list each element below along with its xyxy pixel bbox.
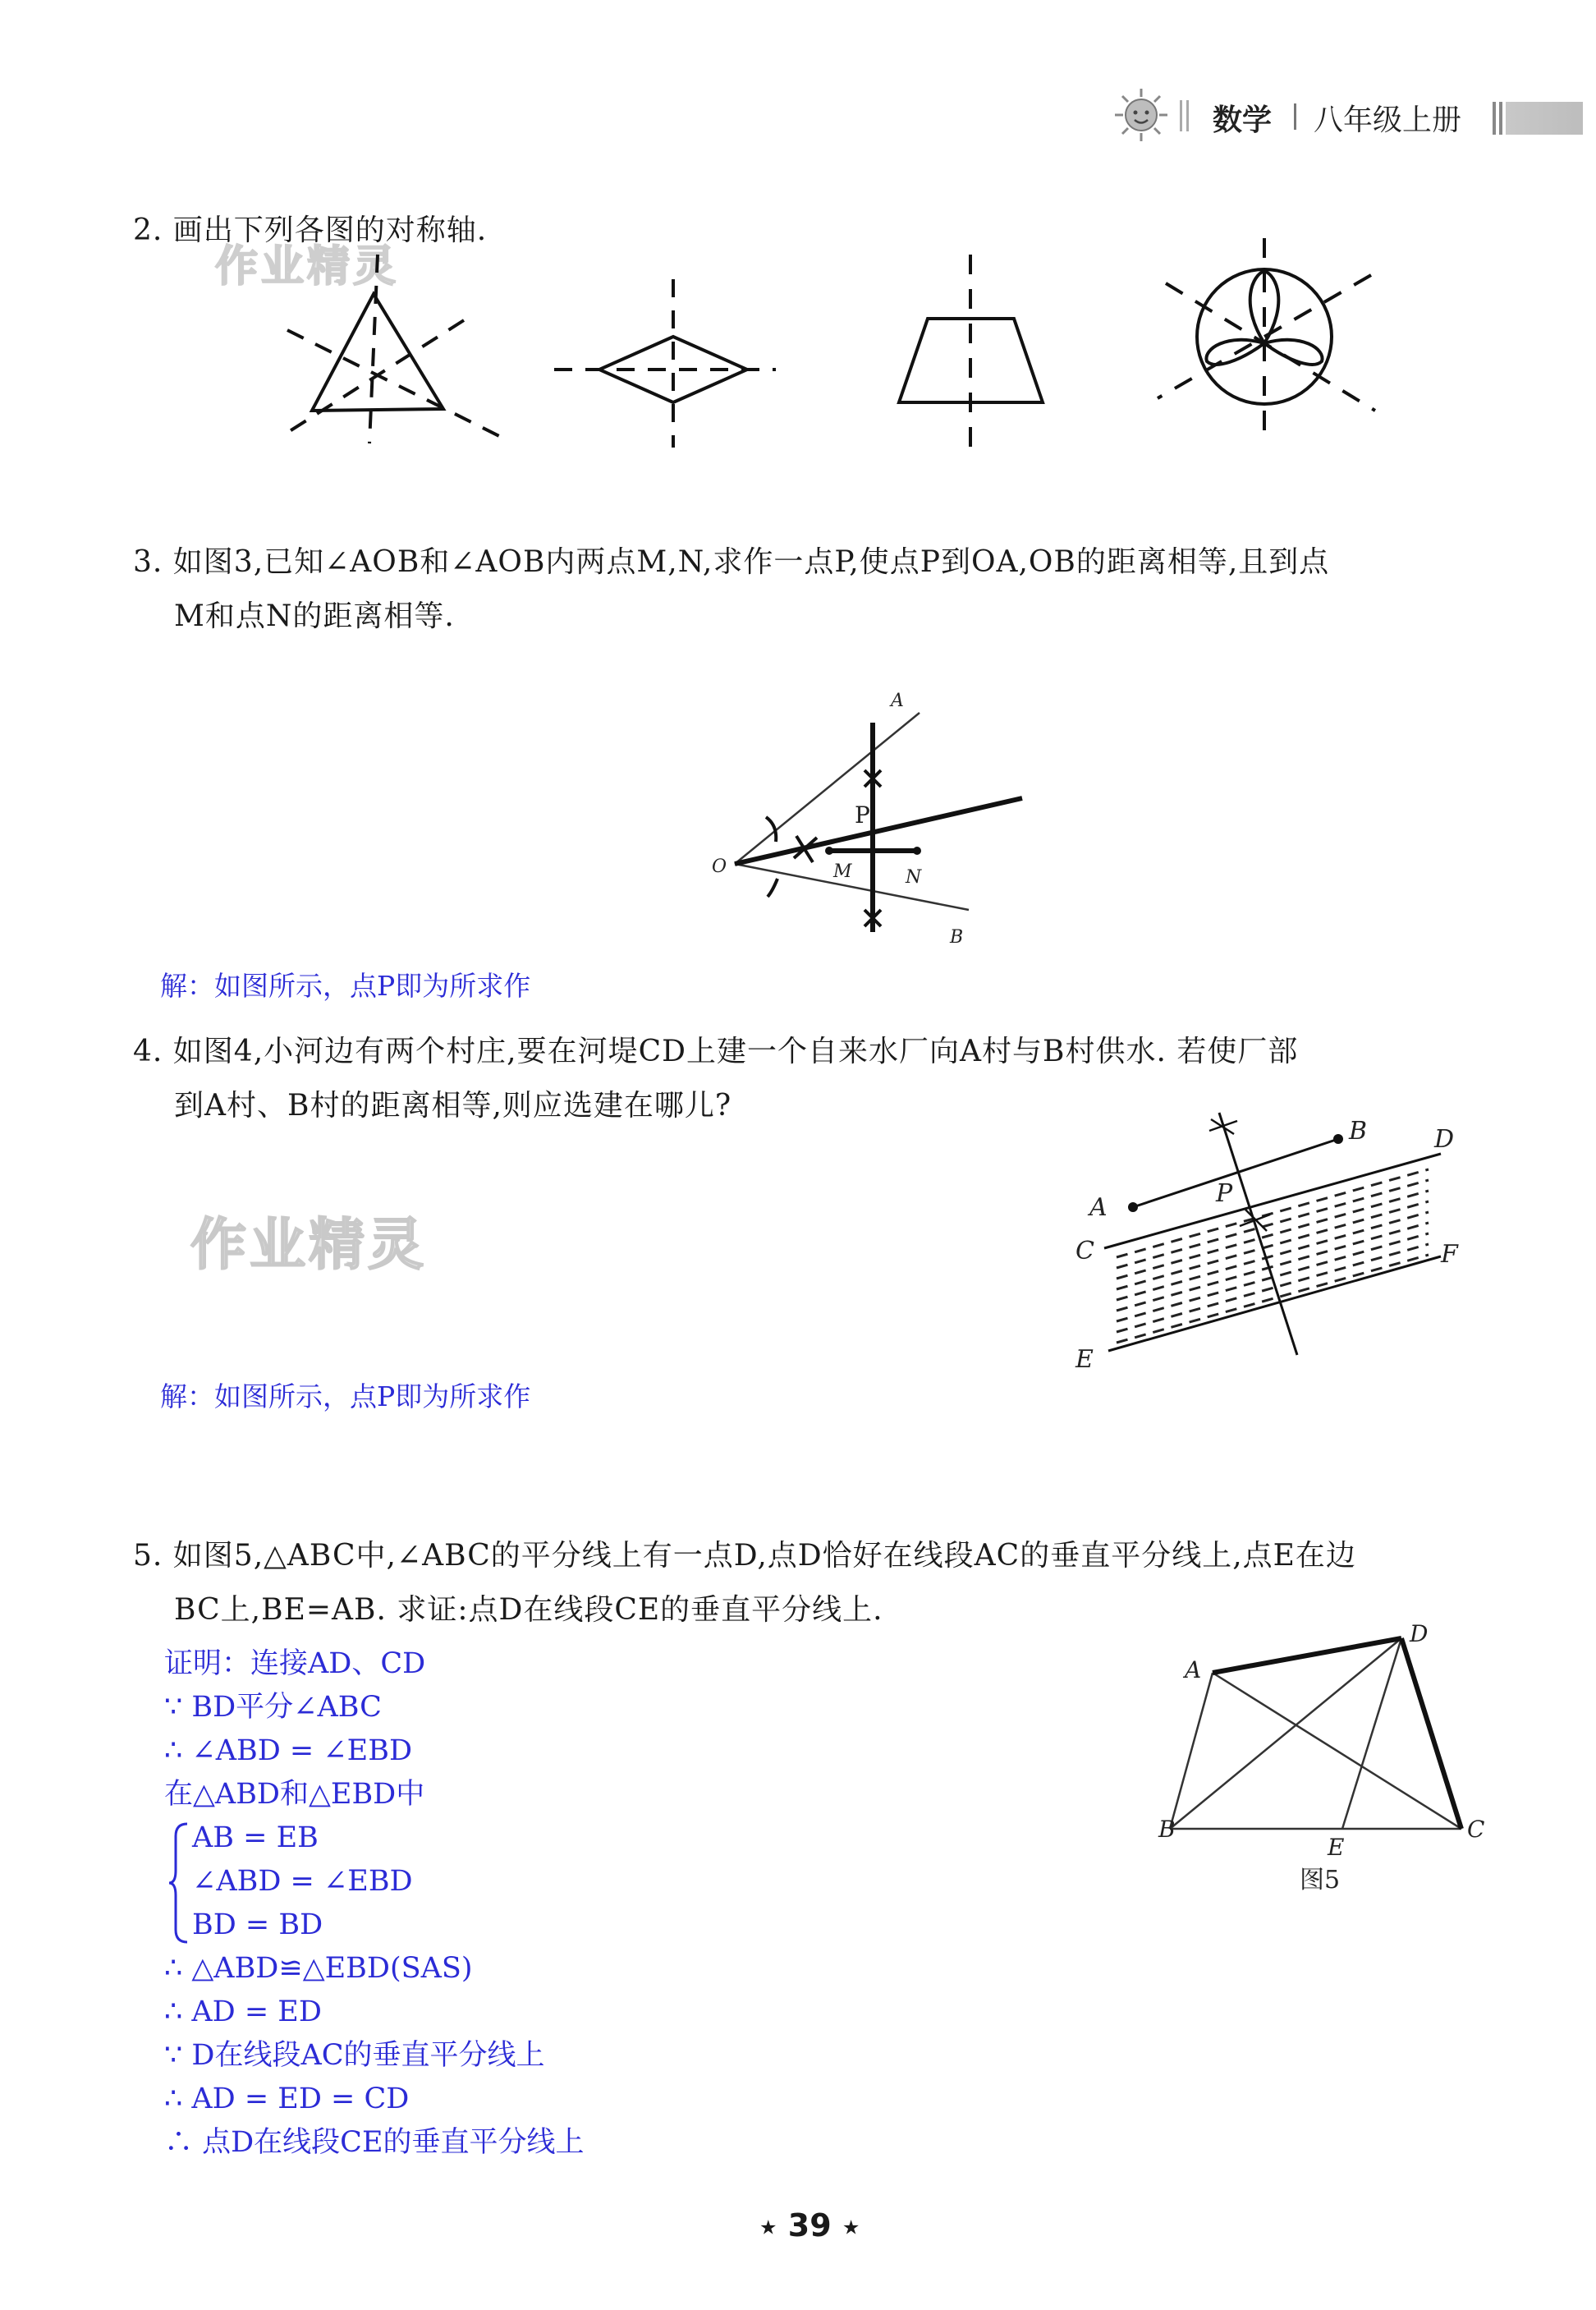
q4-text-line1: 4. 如图4,小河边有两个村庄,要在河堤CD上建一个自来水厂向A村与B村供水. 若使厂部 xyxy=(133,1035,1299,1068)
q2-text: 2. 画出下列各图的对称轴. xyxy=(133,214,488,247)
proof-line: ∴ ∠ABD = ∠EBD xyxy=(164,1734,413,1767)
q4-label-f: F xyxy=(1441,1240,1458,1269)
q4-text-line2: 到A村、B村的距离相等,则应选建在哪儿? xyxy=(174,1089,732,1123)
rhombus-figure xyxy=(554,279,776,448)
q3-label-p: P xyxy=(855,801,870,829)
q5-figure xyxy=(1145,1614,1507,1909)
header-divider xyxy=(1294,103,1296,130)
q3-label-n: N xyxy=(906,867,922,888)
q5-label-a: A xyxy=(1185,1656,1202,1683)
q5-label-c: C xyxy=(1467,1816,1485,1843)
q3-solution: 解：如图所示，点P即为所求作 xyxy=(160,970,531,1002)
q3-figure xyxy=(694,682,1039,961)
q4-label-d: D xyxy=(1434,1125,1455,1154)
q3-label-m: M xyxy=(833,861,852,882)
q3-label-b: B xyxy=(950,927,964,948)
header-subject: 数学 xyxy=(1213,103,1273,137)
q4-figure xyxy=(1055,1104,1498,1384)
header-divider xyxy=(1186,100,1189,131)
q4-label-c: C xyxy=(1075,1237,1094,1265)
q5-text-line2: BC上,BE=AB. 求证:点D在线段CE的垂直平分线上. xyxy=(174,1593,883,1627)
proof-brace-group xyxy=(164,1816,585,1947)
q5-text-line1: 5. 如图5,△ABC中,∠ABC的平分线上有一点D,点D恰好在线段AC的垂直平分线上,点E在边 xyxy=(133,1539,1356,1573)
proof-line: 证明：连接AD、CD xyxy=(164,1647,426,1680)
proof-line: ∴ 点D在线段CE的垂直平分线上 xyxy=(164,2126,585,2159)
star-icon: ★ xyxy=(759,2216,777,2239)
q4-label-b: B xyxy=(1349,1117,1368,1146)
header-bar xyxy=(1493,102,1583,135)
proof-line: AB = EB xyxy=(192,1821,319,1854)
star-icon: ★ xyxy=(842,2216,860,2239)
curly-brace xyxy=(167,1821,190,1945)
proof-line: ∴ AD = ED = CD xyxy=(164,2083,410,2115)
page-header xyxy=(1112,82,1580,156)
q3-label-a: A xyxy=(891,691,904,711)
trapezoid-figure xyxy=(899,255,1043,448)
q5-label-e: E xyxy=(1328,1834,1345,1861)
q5-label-d: D xyxy=(1410,1620,1429,1647)
q4-label-e: E xyxy=(1075,1345,1094,1374)
proof-line: 在△ABD和△EBD中 xyxy=(164,1778,425,1811)
q3-label-o: O xyxy=(712,856,727,877)
q4-label-a: A xyxy=(1089,1193,1108,1222)
proof-line: ∠ABD = ∠EBD xyxy=(192,1865,413,1898)
page-number: 39 xyxy=(787,2207,832,2243)
proof-line: ∴ AD = ED xyxy=(164,1995,322,2028)
q3-text-line1: 3. 如图3,已知∠AOB和∠AOB内两点M,N,求作一点P,使点P到OA,OB的距离相等,且到点 xyxy=(133,545,1330,579)
triangle-figure xyxy=(283,255,501,443)
page-number-block xyxy=(759,2207,860,2243)
watermark: 作业精灵 xyxy=(190,1213,428,1278)
proof-line: ∴ △ABD≌△EBD(SAS) xyxy=(164,1952,473,1985)
proof-line: ∵ D在线段AC的垂直平分线上 xyxy=(164,2039,545,2072)
header-divider xyxy=(1180,100,1182,131)
q2-figures xyxy=(271,238,1404,460)
q5-proof xyxy=(164,1642,585,2165)
petal-circle-figure xyxy=(1158,238,1375,439)
q5-figure-caption: 图5 xyxy=(1300,1866,1341,1894)
proof-line: BD = BD xyxy=(192,1908,323,1941)
q3-text-line2: M和点N的距离相等. xyxy=(174,599,455,633)
q4-solution: 解：如图所示，点P即为所求作 xyxy=(160,1380,531,1412)
proof-line: ∵ BD平分∠ABC xyxy=(164,1691,382,1724)
sun-face-icon xyxy=(1112,86,1170,144)
q4-label-p: P xyxy=(1216,1179,1233,1208)
q5-label-b: B xyxy=(1158,1816,1176,1843)
watermark: 作业精灵 xyxy=(215,242,400,292)
header-grade: 八年级上册 xyxy=(1314,103,1462,137)
